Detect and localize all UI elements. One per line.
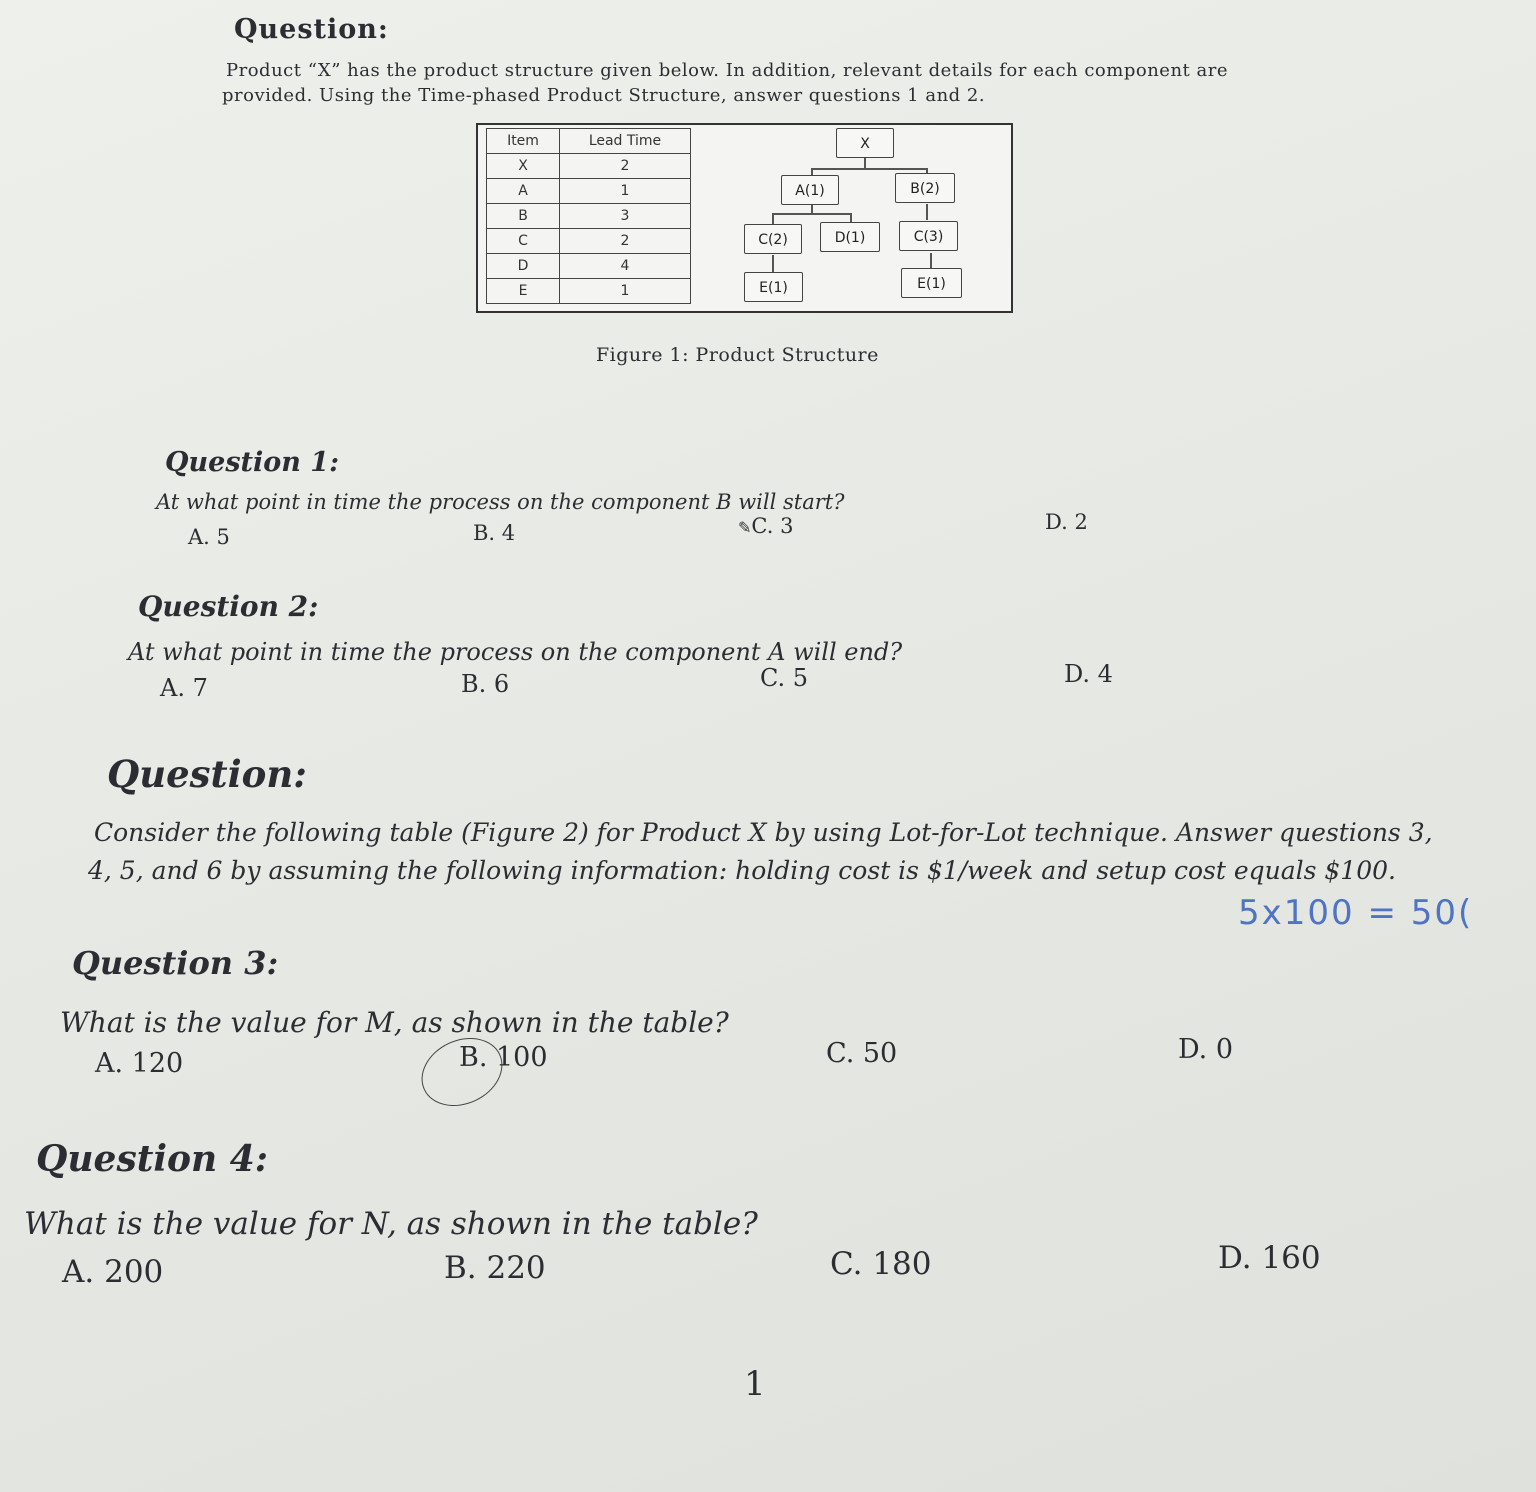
q2-option-c: C. 5 [760, 664, 809, 692]
node-c-right: C(3) [899, 221, 958, 251]
item-cell: B [487, 204, 560, 229]
q3-option-c: C. 50 [826, 1038, 898, 1069]
node-e-left: E(1) [744, 272, 803, 302]
table-row [487, 204, 691, 229]
q2-option-a: A. 7 [160, 674, 208, 702]
table-row [487, 154, 691, 179]
lead-time-table [486, 128, 691, 304]
question-3-text: What is the value for M, as shown in the table? [60, 1006, 729, 1039]
lead-time-cell: 1 [560, 279, 691, 304]
tree-connector [930, 253, 932, 268]
q4-option-d: D. 160 [1218, 1240, 1321, 1276]
table-row [487, 179, 691, 204]
item-cell: D [487, 254, 560, 279]
question-2-text: At what point in time the process on the component A will end? [128, 638, 903, 666]
item-cell: E [487, 279, 560, 304]
answer-circle-mark [410, 1025, 513, 1119]
table-row [487, 254, 691, 279]
section-title: Question: [234, 14, 389, 45]
question-4-text: What is the value for N, as shown in the table? [24, 1206, 758, 1242]
section-2-para-line-1: Consider the following table (Figure 2) for Product X by using Lot-for-Lot technique. Answer questions 3, [94, 818, 1433, 847]
page-number: 1 [744, 1364, 766, 1404]
q3-option-d: D. 0 [1178, 1034, 1234, 1065]
q4-option-b: B. 220 [444, 1250, 546, 1286]
question-2-heading: Question 2: [138, 590, 319, 623]
table-row [487, 279, 691, 304]
handwritten-note: 5x100 = 50( [1238, 893, 1474, 933]
question-1-heading: Question 1: [165, 447, 340, 478]
lead-time-cell: 1 [560, 179, 691, 204]
q1-option-d: D. 2 [1045, 510, 1088, 534]
node-a: A(1) [781, 175, 839, 205]
item-cell: C [487, 229, 560, 254]
lead-time-cell: 2 [560, 154, 691, 179]
q1-option-b: B. 4 [473, 521, 516, 545]
q1-option-a: A. 5 [188, 525, 230, 549]
tree-connector [864, 158, 866, 168]
lead-time-cell: 4 [560, 254, 691, 279]
question-4-heading: Question 4: [36, 1138, 269, 1180]
table-header-item: Item [487, 129, 560, 154]
q2-option-d: D. 4 [1064, 660, 1113, 688]
node-d: D(1) [820, 222, 880, 252]
pencil-mark-icon: ✎ [738, 518, 752, 537]
lead-time-cell: 2 [560, 229, 691, 254]
tree-connector [926, 204, 928, 220]
item-cell: A [487, 179, 560, 204]
node-e-right: E(1) [901, 268, 962, 298]
q4-option-c: C. 180 [830, 1246, 932, 1282]
section-2-para-line-2: 4, 5, and 6 by assuming the following information: holding cost is $1/week and setup cost equals $100. [88, 856, 1396, 885]
q2-option-b: B. 6 [461, 670, 510, 698]
table-header-lead-time: Lead Time [560, 129, 691, 154]
lead-time-cell: 3 [560, 204, 691, 229]
intro-line-1: Product “X” has the product structure given below. In addition, relevant details for each component are [226, 60, 1228, 81]
q1-option-c: ✎C. 3 [738, 514, 794, 538]
tree-connector [772, 255, 774, 272]
node-x: X [836, 128, 894, 158]
q3-option-b: B. 100 [459, 1042, 548, 1073]
node-c-left: C(2) [744, 224, 802, 254]
tree-connector [811, 205, 813, 213]
section-2-title: Question: [107, 752, 307, 796]
question-1-text: At what point in time the process on the component B will start? [156, 490, 845, 514]
table-row [487, 229, 691, 254]
figure-caption: Figure 1: Product Structure [596, 344, 879, 366]
tree-connector [772, 213, 850, 215]
node-b: B(2) [895, 173, 955, 203]
question-3-heading: Question 3: [72, 944, 279, 982]
tree-connector [850, 213, 852, 222]
intro-line-2: provided. Using the Time-phased Product Structure, answer questions 1 and 2. [222, 85, 986, 106]
item-cell: X [487, 154, 560, 179]
tree-connector [811, 168, 926, 170]
q3-option-a: A. 120 [95, 1048, 184, 1079]
tree-connector [772, 213, 774, 224]
q4-option-a: A. 200 [62, 1254, 164, 1290]
